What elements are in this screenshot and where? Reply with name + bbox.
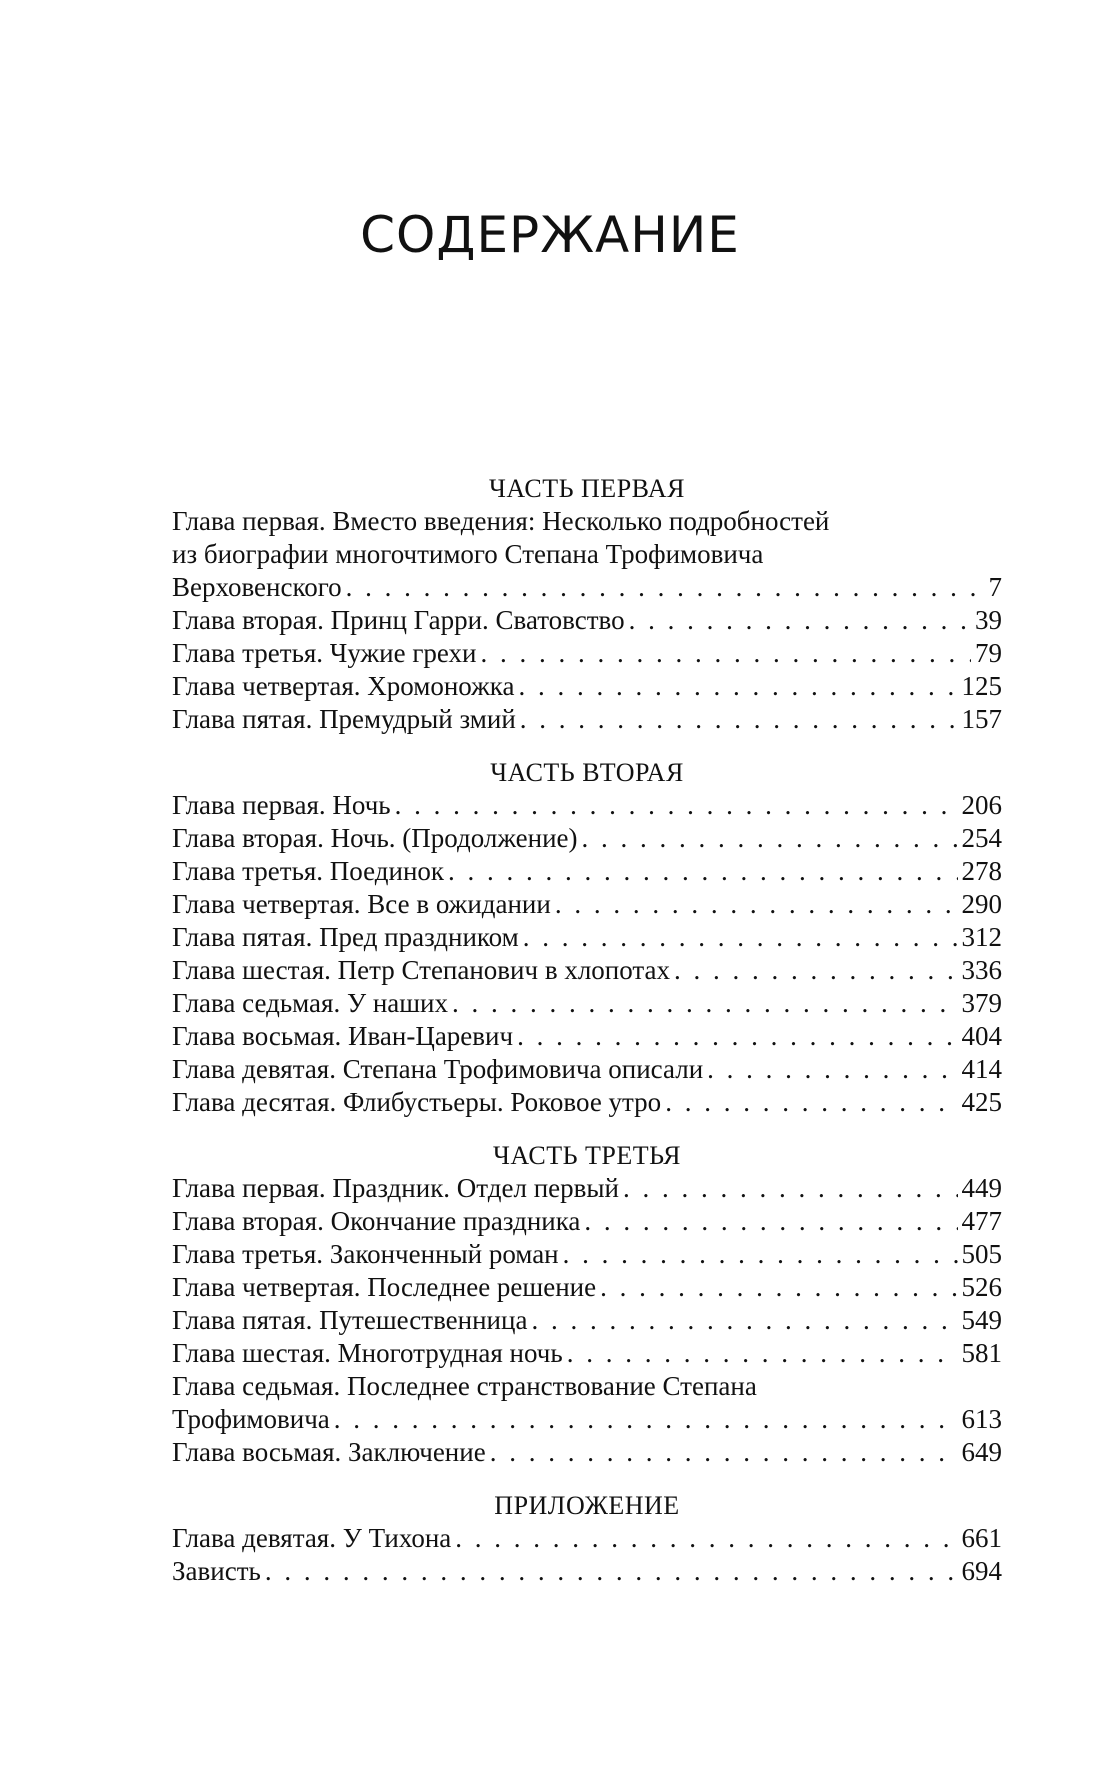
dot-leader	[448, 855, 957, 888]
toc-entry	[172, 789, 1002, 822]
toc-entry-row	[172, 1238, 1002, 1271]
toc-entry	[172, 1337, 1002, 1370]
toc-entry-row	[172, 1053, 1002, 1086]
dot-leader	[455, 1522, 957, 1555]
dot-leader	[518, 670, 957, 703]
toc-entry-title: Глава третья. Законченный роман	[172, 1239, 559, 1269]
dot-leader	[481, 637, 972, 670]
toc-entry	[172, 604, 1002, 637]
dot-leader	[334, 1403, 958, 1436]
toc-entry	[172, 703, 1002, 736]
toc-entry	[172, 1238, 1002, 1271]
toc-entry-row	[172, 789, 1002, 822]
toc-entry	[172, 637, 1002, 670]
dot-leader	[523, 921, 958, 954]
dot-leader	[395, 789, 958, 822]
toc-entry-title: Трофимовича	[172, 1404, 330, 1434]
dot-leader	[707, 1053, 957, 1086]
toc-entry-row	[172, 822, 1002, 855]
toc-page-number: 312	[961, 922, 1002, 952]
toc-entry-line: из биографии многочтимого Степана Трофимовича	[172, 539, 764, 569]
toc-page-number: 125	[961, 671, 1002, 701]
dot-leader	[517, 1020, 957, 1053]
toc-entry-title: Глава восьмая. Иван-Царевич	[172, 1021, 514, 1051]
toc-page-number: 404	[961, 1021, 1002, 1051]
toc-page-number: 379	[961, 988, 1002, 1018]
dot-leader	[452, 987, 958, 1020]
dot-leader	[555, 888, 958, 921]
toc-entry	[172, 1172, 1002, 1205]
toc-entry-title: Глава четвертая. Все в ожидании	[172, 889, 551, 919]
toc-entry-title: Глава девятая. У Тихона	[172, 1523, 452, 1553]
toc-entry	[172, 1436, 1002, 1469]
toc-entry-title: Зависть	[172, 1556, 261, 1586]
dot-leader	[674, 954, 957, 987]
toc-entry-title: Глава первая. Праздник. Отдел первый	[172, 1173, 619, 1203]
toc-entry	[172, 1205, 1002, 1238]
toc-entry-line: Глава седьмая. Последнее странствование Степана	[172, 1371, 757, 1401]
toc-entry	[172, 1086, 1002, 1119]
toc-entry-row	[172, 604, 1002, 637]
toc-page-number: 425	[961, 1087, 1002, 1117]
dot-leader	[665, 1086, 957, 1119]
toc-entry-row	[172, 1020, 1002, 1053]
toc-entry-title: Глава третья. Чужие грехи	[172, 638, 477, 668]
toc-entry-row	[172, 1337, 1002, 1370]
toc-entry	[172, 1304, 1002, 1337]
toc-entry-title: Глава вторая. Принц Гарри. Сватовство	[172, 605, 625, 635]
toc-page-number: 278	[961, 856, 1002, 886]
toc-entry-row	[172, 1086, 1002, 1119]
toc-page-number: 649	[961, 1437, 1002, 1467]
toc-entry-row	[172, 670, 1002, 703]
toc-entry-title: Глава шестая. Петр Степанович в хлопотах	[172, 955, 671, 985]
dot-leader	[346, 571, 985, 604]
toc-entry	[172, 1555, 1002, 1588]
toc-entry-title: Глава пятая. Премудрый змий	[172, 704, 516, 734]
dot-leader	[531, 1304, 957, 1337]
toc-entry-row	[172, 855, 1002, 888]
toc-page-number: 157	[961, 704, 1002, 734]
toc-entry-title: Глава вторая. Ночь. (Продолжение)	[172, 823, 578, 853]
toc-entry-title: Глава четвертая. Хромоножка	[172, 671, 515, 701]
toc-entry-row	[172, 954, 1002, 987]
toc-entry-row	[172, 1436, 1002, 1469]
toc-entry-row	[172, 1172, 1002, 1205]
toc-entry	[172, 855, 1002, 888]
toc-entry-row	[172, 571, 1002, 604]
toc-entry-title: Глава седьмая. У наших	[172, 988, 448, 1018]
toc-page-number: 254	[961, 823, 1002, 853]
toc-page-number: 505	[961, 1239, 1002, 1269]
toc-page-number: 336	[961, 955, 1002, 985]
toc-entry	[172, 987, 1002, 1020]
dot-leader	[490, 1436, 958, 1469]
toc-entry-row	[172, 921, 1002, 954]
dot-leader	[563, 1238, 958, 1271]
toc-entry-row	[172, 703, 1002, 736]
toc-entry	[172, 505, 1002, 604]
toc-page-number: 39	[975, 605, 1002, 635]
toc-entry-row	[172, 1555, 1002, 1588]
toc-page-number: 7	[988, 572, 1002, 602]
part-heading: ЧАСТЬ ТРЕТЬЯ	[492, 1141, 682, 1170]
toc-entry	[172, 822, 1002, 855]
toc-entry	[172, 670, 1002, 703]
toc-entry-title: Верховенского	[172, 572, 342, 602]
part-heading: ПРИЛОЖЕНИЕ	[494, 1491, 680, 1520]
toc-page-number: 477	[961, 1206, 1002, 1236]
toc-entry-row	[172, 1522, 1002, 1555]
part-heading: ЧАСТЬ ВТОРАЯ	[490, 758, 684, 787]
toc-entry-title: Глава первая. Ночь	[172, 790, 391, 820]
toc-entry-row	[172, 1403, 1002, 1436]
dot-leader	[629, 604, 971, 637]
toc-page-number: 206	[961, 790, 1002, 820]
toc-page-number: 414	[961, 1054, 1002, 1084]
toc-entry-line: Глава первая. Вместо введения: Несколько подробностей	[172, 506, 830, 536]
toc-entry	[172, 1522, 1002, 1555]
toc-entry	[172, 1370, 1002, 1436]
toc-entry-title: Глава вторая. Окончание праздника	[172, 1206, 581, 1236]
dot-leader	[520, 703, 958, 736]
dot-leader	[567, 1337, 958, 1370]
toc-page-number: 694	[961, 1556, 1002, 1586]
toc-entry-title: Глава девятая. Степана Трофимовича описали	[172, 1054, 704, 1084]
toc-page-number: 549	[961, 1305, 1002, 1335]
toc-page-number: 581	[961, 1338, 1002, 1368]
part-heading: ЧАСТЬ ПЕРВАЯ	[489, 474, 685, 503]
toc-entry-title: Глава четвертая. Последнее решение	[172, 1272, 597, 1302]
dot-leader	[265, 1555, 958, 1588]
dot-leader	[584, 1205, 957, 1238]
toc-entry-row	[172, 1271, 1002, 1304]
toc-entry-title: Глава десятая. Флибустьеры. Роковое утро	[172, 1087, 662, 1117]
toc-page-number: 661	[961, 1523, 1002, 1553]
toc-entry-row	[172, 637, 1002, 670]
toc-entry-row	[172, 888, 1002, 921]
toc-entry-title: Глава шестая. Многотрудная ночь	[172, 1338, 563, 1368]
toc-page-number: 290	[961, 889, 1002, 919]
toc-entry-row	[172, 1304, 1002, 1337]
toc-entry-title: Глава восьмая. Заключение	[172, 1437, 486, 1467]
dot-leader	[600, 1271, 957, 1304]
toc-entry	[172, 921, 1002, 954]
toc-page-number: 613	[961, 1404, 1002, 1434]
toc-entry	[172, 954, 1002, 987]
toc-entry-title: Глава третья. Поединок	[172, 856, 445, 886]
toc-entry	[172, 1020, 1002, 1053]
toc-page-number: 449	[961, 1173, 1002, 1203]
table-of-contents	[172, 472, 1002, 1588]
toc-entry	[172, 1271, 1002, 1304]
page-title: СОДЕРЖАНИЕ	[360, 206, 740, 264]
toc-page-number: 79	[975, 638, 1002, 668]
toc-entry	[172, 1053, 1002, 1086]
dot-leader	[623, 1172, 958, 1205]
toc-entry-row	[172, 1205, 1002, 1238]
toc-entry	[172, 888, 1002, 921]
toc-page-number: 526	[961, 1272, 1002, 1302]
toc-entry-title: Глава пятая. Пред праздником	[172, 922, 519, 952]
dot-leader	[582, 822, 958, 855]
toc-entry-row	[172, 987, 1002, 1020]
toc-entry-title: Глава пятая. Путешественница	[172, 1305, 528, 1335]
